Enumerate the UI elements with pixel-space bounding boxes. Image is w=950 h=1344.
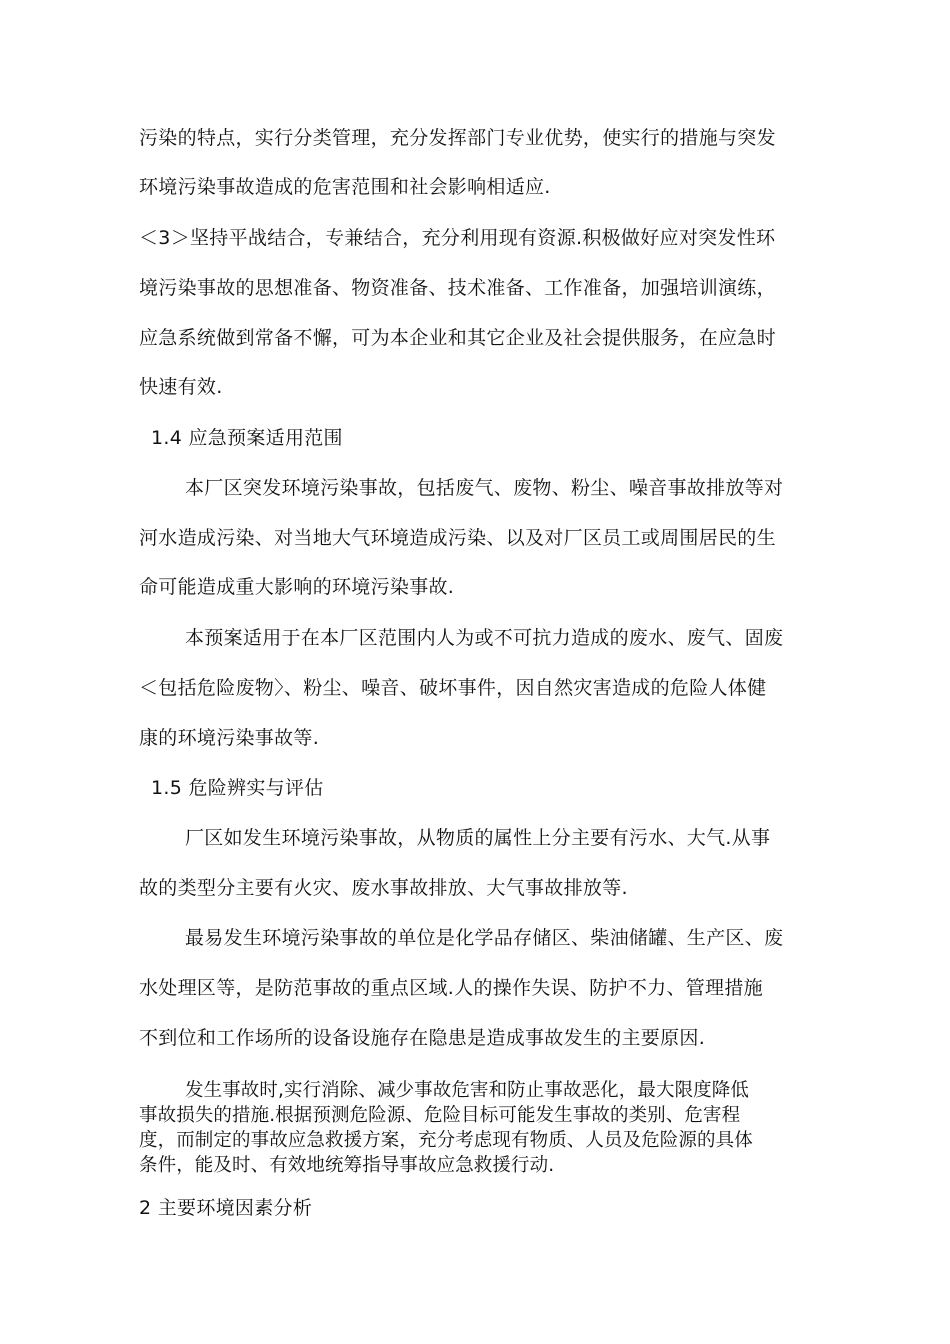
body-line: 快速有效. (139, 376, 223, 398)
body-line: 境污染事故的思想准备、物资准备、技术准备、工作准备，加强培训演练， (139, 277, 776, 299)
body-line: 不到位和工作场所的设备设施存在隐患是造成事故发生的主要原因. (139, 1027, 706, 1049)
section-heading: 1.5 危险辨实与评估 (151, 777, 324, 799)
body-line: 水处理区等，是防范事故的重点区域.人的操作失误、防护不力、管理措施 (139, 977, 763, 999)
paragraph-first-line: 厂区如发生环境污染事故，从物质的属性上分主要有污水、大气.从事 (185, 827, 771, 849)
body-line: 度，而制定的事故应急救援方案，充分考虑现有物质、人员及危险源的具体 (139, 1130, 753, 1151)
paragraph-first-line: 本预案适用于在本厂区范围内人为或不可抗力造成的废水、废气、固废 (185, 627, 784, 649)
body-line: 故的类型分主要有火灾、废水事故排放、大气事故排放等. (139, 877, 628, 899)
body-line: 康的环境污染事故等. (139, 727, 320, 749)
body-line: ＜包括危险废物〉、粉尘、噪音、破坏事件，因自然灾害造成的危险人体健 (139, 677, 767, 699)
body-line: 事故损失的措施.根据预测危险源、危险目标可能发生事故的类别、危害程 (139, 1105, 741, 1126)
body-line: 条件，能及时、有效地统筹指导事故应急救援行动. (139, 1155, 555, 1176)
body-line: 环境污染事故造成的危害范围和社会影响相适应. (139, 176, 551, 198)
paragraph-first-line: 发生事故时,实行消除、减少事故危害和防止事故恶化，最大限度降低 (185, 1080, 749, 1101)
body-line: 命可能造成重大影响的环境污染事故. (139, 576, 455, 598)
body-line: 河水造成污染、对当地大气环境造成污染、以及对厂区员工或周围居民的生 (139, 527, 776, 549)
section-heading: 2 主要环境因素分析 (139, 1197, 313, 1219)
body-line: 应急系统做到常备不懈，可为本企业和其它企业及社会提供服务，在应急时 (139, 327, 776, 349)
section-heading: 1.4 应急预案适用范围 (151, 427, 343, 449)
body-line: 污染的特点，实行分类管理，充分发挥部门专业优势，使实行的措施与突发 (139, 127, 776, 149)
body-line: ＜3＞坚持平战结合，专兼结合，充分利用现有资源.积极做好应对突发性环 (139, 227, 776, 249)
paragraph-first-line: 最易发生环境污染事故的单位是化学品存储区、柴油储罐、生产区、废 (185, 927, 784, 949)
paragraph-first-line: 本厂区突发环境污染事故，包括废气、废物、粉尘、噪音事故排放等对 (185, 477, 784, 499)
